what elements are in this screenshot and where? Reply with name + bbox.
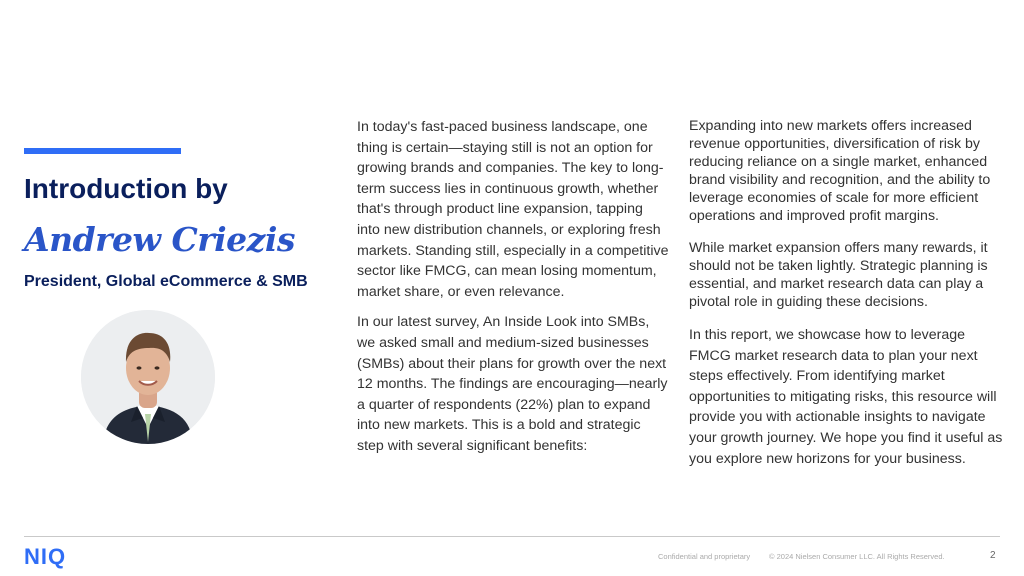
confidential-notice: Confidential and proprietary xyxy=(658,552,751,561)
report-paragraph: In this report, we showcase how to leverage FMCG market research data to plan your next steps effectively. From identifying market opportunities to mitigating risks, this resource will provide you with actionable insights to navigate your growth journey. We hope you find it useful as you explore new horizons for your business. xyxy=(689,327,1003,467)
caution-paragraph: While market expansion offers many rewards, it should not be taken lightly. Strategic planning is essential, and market research data can play a pivotal role in guiding these decisions. xyxy=(689,240,988,310)
niq-logo: NIQ xyxy=(24,544,67,569)
body-column-right xyxy=(689,117,1007,479)
accent-bar xyxy=(24,148,181,154)
person-photo-icon xyxy=(81,310,215,444)
intro-paragraph: In today's fast-paced business landscape, one thing is certain—staying still is not an option for growing brands and companies. The key to long-term success lies in continuous growth, whether that's through product line expansion, tapping into new distribution channels, or exploring fresh markets. Standing still, especially in a competitive sector like FMCG, can mean losing momentum, market share, or even relevance. xyxy=(357,119,669,300)
page-number: 2 xyxy=(990,550,996,561)
benefits-paragraph: Expanding into new markets offers increased revenue opportunities, diversification of risk by reducing reliance on a single market, enhanced brand visibility and recognition, and the ability to leverage economies of scale for more efficient operations and improved profit margins. xyxy=(689,118,991,224)
portrait-illustration xyxy=(81,310,215,444)
copyright-notice: © 2024 Nielsen Consumer LLC. All Rights Reserved. xyxy=(769,552,945,561)
body-column-middle xyxy=(357,117,669,467)
footer-divider xyxy=(24,536,1000,537)
author-role: President, Global eCommerce & SMB xyxy=(24,273,308,290)
page-title: Introduction by xyxy=(24,173,228,204)
author-name: Andrew Criezis xyxy=(24,220,295,259)
survey-paragraph: In our latest survey, An Inside Look into SMBs, we asked small and medium-sized businesses (SMBs) about their plans for growth over the next 12 months. The findings are encouraging—nearly a quarter of respondents (22%) plan to expand into new markets. This is a bold and strategic step with several significant benefits: xyxy=(357,314,668,454)
